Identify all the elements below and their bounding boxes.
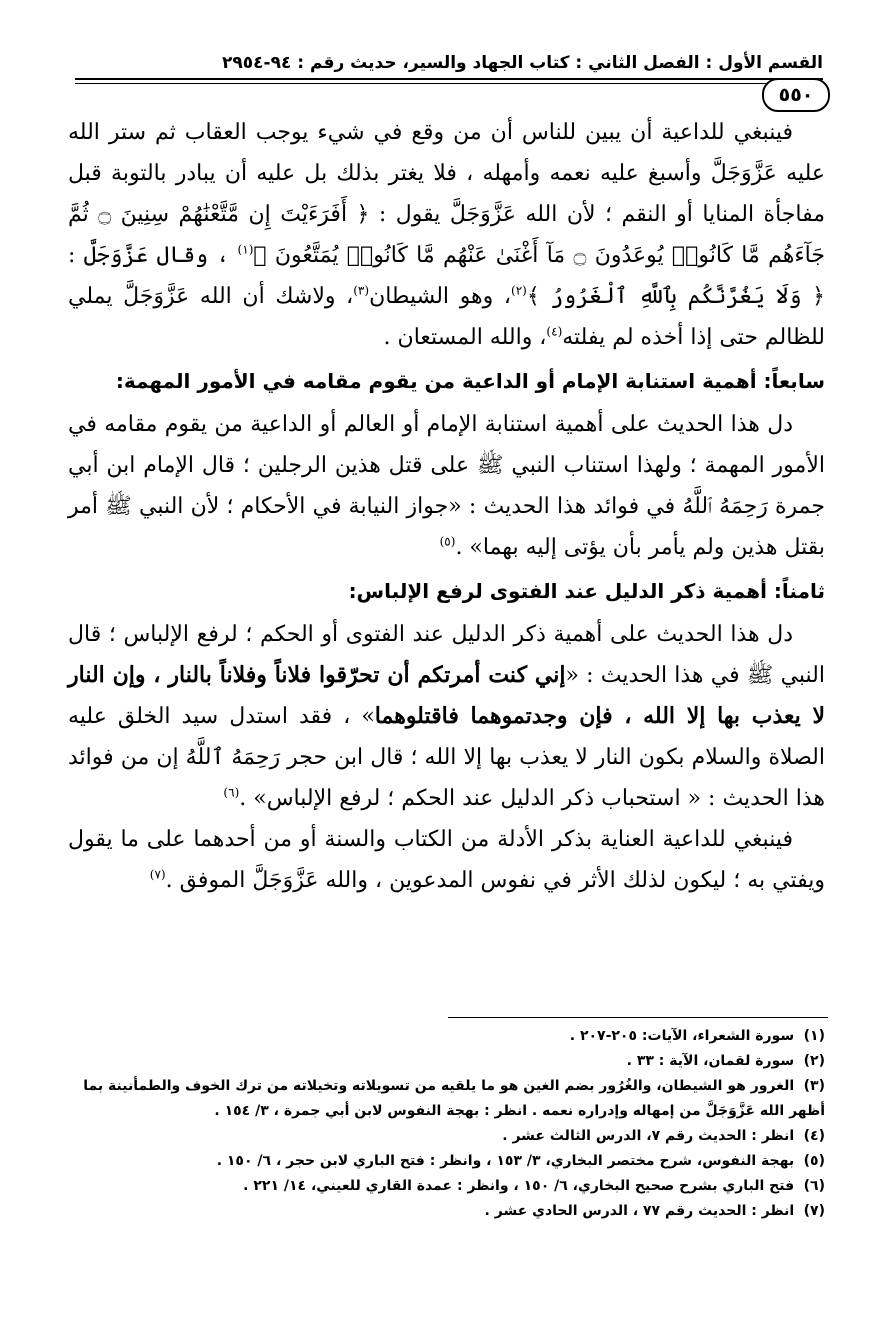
paragraph-3 [68,614,825,819]
footnote-number: (٥) [803,1153,825,1169]
footnote-text: انظر : الحديث رقم ٧٧ ، الدرس الحادي عشر . [484,1203,795,1219]
footnote-number: (٦) [803,1178,825,1194]
footnote-item [70,1199,825,1224]
footnote-text: الغرور هو الشيطان، والغُرُور بضم الغين هو ما يلقيه من تسويلاته وتخيلاته من ترك الخوف والطمأنينة بما أظهر الله عَزَّوَجَلَّ من إمهاله وإدراره نعمه . انظر : بهجة النفوس لابن أبي جمرة ، ٣/ ١٥٤ . [83,1078,825,1119]
paragraph-1-text-e: ، والله المستعان . [383,325,547,350]
footnote-text: سورة الشعراء، الآيات: ٢٠٥-٢٠٧ . [569,1028,795,1044]
footnote-ref-1[interactable]: (١) [237,242,254,257]
footnote-text: فتح الباري بشرح صحيح البخاري، ٦/ ١٥٠ ، وانظر : عمدة القاري للعيني، ١٤/ ٢٢١ . [243,1178,795,1194]
footnote-ref-2[interactable]: (٢) [511,283,527,298]
footnote-number: (١) [803,1028,825,1044]
footnote-item [70,1174,825,1199]
paragraph-3-text-a: دل هذا الحديث على أهمية ذكر الدليل عند الفتوى أو الحكم ؛ لرفع الإلباس ؛ قال النبي ﷺ في هذا الحديث : « [68,622,826,688]
footnote-number: (٢) [803,1053,825,1069]
footnote-ref-3[interactable]: (٣) [353,283,370,298]
paragraph-2-text: دل هذا الحديث على أهمية استنابة الإمام أو العالم أو الداعية من يقوم مقامه في الأمور المهمة ؛ ولهذا استناب النبي ﷺ على قتل هذين الرجلين ؛ قال الإمام ابن أبي جمرة رَحِمَهُ ٱللَّهُ في فوائد هذا الحديث : «جواز النيابة في الأحكام ؛ لأن النبي ﷺ أمر بقتل هذين ولم يأمر بأن يؤتى إليه بهما» . [68,412,825,560]
main-text [68,112,825,901]
hadith-quote: إني كنت أمرتكم أن تحرّقوا فلاناً وفلاناً بالنار ، وإن النار لا يعذب بها إلا الله ، فإن وجدتموهما فاقتلوهما [68,662,825,729]
paragraph-4 [68,819,825,901]
paragraph-1-text-b: ، وقال عَزَّوَجَلَّ : ﴿ وَلَا يَغُرَّنَّكُم بِٱللَّهِ ٱلْغَرُورُ ﴾ [68,243,825,309]
footnote-item [70,1149,825,1174]
footnote-number: (٣) [803,1078,825,1094]
page-number-badge [762,78,830,112]
footnotes [70,1024,825,1224]
paragraph-3-text-b: » ، فقد استدل سيد الخلق عليه الصلاة والسلام بكون النار لا يعذب بها إلا الله ؛ قال ابن حجر رَحِمَهُ ٱللَّهُ إن من فوائد هذا الحديث : « استحباب ذكر الدليل عند الحكم ؛ لرفع الإلباس» . [68,704,825,811]
header-rule-thick [75,78,823,80]
footnote-ref-6[interactable]: (٦) [223,785,240,800]
section-heading-seventh: سابعاً: أهمية استنابة الإمام أو الداعية من يقوم مقامه في الأمور المهمة: [115,369,825,393]
header-rule-thin [75,83,823,84]
paragraph-2 [68,404,825,568]
footnote-item [70,1049,825,1074]
footnote-item [70,1074,825,1124]
running-title: القسم الأول : الفصل الثاني : كتاب الجهاد والسير، حديث رقم : ٩٤-٢٩٥٤ [222,53,823,73]
footnote-item [70,1124,825,1149]
footnote-ref-7[interactable]: (٧) [149,867,166,882]
paragraph-1-text-a: فينبغي للداعية أن يبين للناس أن من وقع في شيء يوجب العقاب ثم ستر الله عليه عَزَّوَجَلَّ وأسبغ عليه نعمه وأمهله ، فلا يغتر بذلك بل عليه أن يبادر بالتوبة قبل مفاجأة المنايا أو النقم ؛ لأن الله عَزَّوَجَلَّ يقول : ﴿ أَفَرَءَيْتَ إِن مَّتَّعْنَٰهُمْ سِنِينَ ۝ ثُمَّ جَآءَهُم مَّا كَانُوا۟ يُوعَدُونَ ۝ مَآ أَغْنَىٰ عَنْهُم مَّا كَانُوا۟ يُمَتَّعُونَ ﴾ [68,120,826,268]
footnote-number: (٤) [803,1128,825,1144]
paragraph-4-text: فينبغي للداعية العناية بذكر الأدلة من الكتاب والسنة أو من أحدهما على ما يقول ويفتي به ؛ ليكون لذلك الأثر في نفوس المدعوين ، والله عَزَّوَجَلَّ الموفق . [68,827,825,893]
footnote-text: سورة لقمان، الآية : ٣٣ . [626,1053,795,1069]
footnote-ref-5[interactable]: (٥) [439,534,456,549]
paragraph-1 [68,112,825,358]
footnote-text: انظر : الحديث رقم ٧، الدرس الثالث عشر . [502,1128,795,1144]
footnote-item [70,1024,825,1049]
section-heading-eighth: ثامناً: أهمية ذكر الدليل عند الفتوى لرفع الإلباس: [348,579,825,603]
footnote-separator [448,1017,828,1018]
page-number: ٥٥٠ [778,84,814,106]
paragraph-1-text-c: ، وهو الشيطان [369,284,512,309]
footnote-ref-4[interactable]: (٤) [546,324,563,339]
footnote-text: بهجة النفوس، شرح مختصر البخاري، ٣/ ١٥٣ ، وانظر : فتح الباري لابن حجر ، ٦/ ١٥٠ . [216,1153,795,1169]
footnote-number: (٧) [803,1203,825,1219]
paragraph-1-text-d: ، ولاشك أن الله عَزَّوَجَلَّ يملي للظالم حتى إذا أخذه لم يفلته [68,284,825,350]
